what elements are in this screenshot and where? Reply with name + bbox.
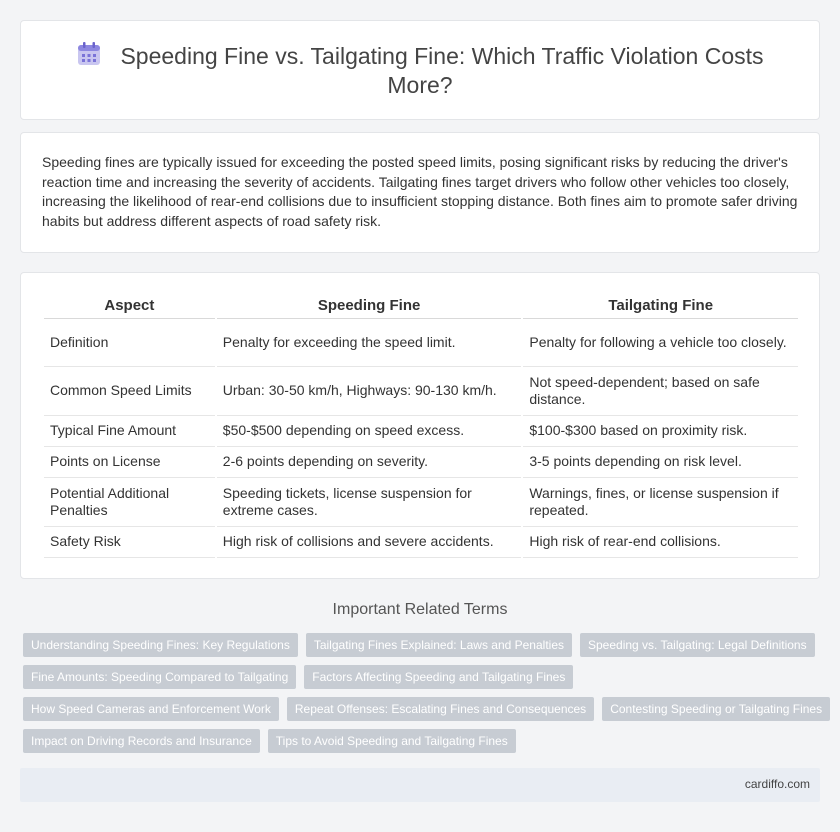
intro-card [20, 132, 820, 253]
related-term-chip[interactable]: Repeat Offenses: Escalating Fines and Consequences [287, 697, 594, 721]
table-row [44, 478, 798, 527]
chip-row [23, 665, 823, 689]
page-title-wrap [21, 41, 819, 100]
table-cell-aspect: Safety Risk [44, 527, 215, 558]
related-terms-title: Important Related Terms [332, 601, 508, 618]
table-cell-speeding: Speeding tickets, license suspension for extreme cases. [217, 478, 522, 527]
chip-row [23, 697, 823, 721]
related-term-chip[interactable]: Speeding vs. Tailgating: Legal Definitions [580, 633, 815, 657]
table-cell-speeding: High risk of collisions and severe accidents. [217, 527, 522, 558]
table-cell-tailgating: Warnings, fines, or license suspension if repeated. [523, 478, 798, 527]
comparison-table [42, 293, 800, 558]
calendar-icon [76, 41, 102, 67]
table-cell-speeding: Penalty for exceeding the speed limit. [217, 319, 522, 367]
header-speeding-fine: Speeding Fine [217, 293, 522, 319]
table-cell-tailgating: Not speed-dependent; based on safe distance. [523, 367, 798, 416]
comparison-table-card [20, 272, 820, 579]
table-cell-speeding: 2-6 points depending on severity. [217, 447, 522, 478]
table-cell-tailgating: Penalty for following a vehicle too closely. [523, 319, 798, 367]
related-term-chip[interactable]: Factors Affecting Speeding and Tailgating Fines [304, 665, 573, 689]
table-row [44, 527, 798, 558]
table-cell-aspect: Points on License [44, 447, 215, 478]
header-tailgating-fine: Tailgating Fine [523, 293, 798, 319]
table-row [44, 416, 798, 447]
related-terms-list [23, 633, 823, 761]
table-header-row [44, 293, 798, 319]
table-cell-speeding: Urban: 30-50 km/h, Highways: 90-130 km/h. [217, 367, 522, 416]
related-term-chip[interactable]: Fine Amounts: Speeding Compared to Tailgating [23, 665, 296, 689]
table-cell-aspect: Typical Fine Amount [44, 416, 215, 447]
table-cell-tailgating: $100-$300 based on proximity risk. [523, 416, 798, 447]
table-row [44, 367, 798, 416]
table-cell-tailgating: High risk of rear-end collisions. [523, 527, 798, 558]
related-term-chip[interactable]: Contesting Speeding or Tailgating Fines [602, 697, 830, 721]
title-card [20, 20, 820, 120]
related-term-chip[interactable]: How Speed Cameras and Enforcement Work [23, 697, 279, 721]
chip-row [23, 729, 823, 753]
table-cell-aspect: Common Speed Limits [44, 367, 215, 416]
header-aspect: Aspect [44, 293, 215, 319]
page-title: Speeding Fine vs. Tailgating Fine: Which Traffic Violation Costs More? [120, 43, 764, 98]
table-cell-tailgating: 3-5 points depending on risk level. [523, 447, 798, 478]
chip-row [23, 633, 823, 657]
intro-paragraph: Speeding fines are typically issued for exceeding the posted speed limits, posing significant risks by reducing the driver's reaction time and increasing the severity of accidents. Tailgating fines target drivers who follow other vehicles too closely, increasing the likelihood of rear-end collisions due to insufficient stopping distance. Both fines aim to promote safer driving habits but address different aspects of road safety risk. [42, 154, 798, 229]
table-cell-aspect: Definition [44, 319, 215, 367]
table-cell-speeding: $50-$500 depending on speed excess. [217, 416, 522, 447]
related-term-chip[interactable]: Understanding Speeding Fines: Key Regulations [23, 633, 298, 657]
related-term-chip[interactable]: Tailgating Fines Explained: Laws and Penalties [306, 633, 572, 657]
footer-bar [20, 768, 820, 802]
table-cell-aspect: Potential Additional Penalties [44, 478, 215, 527]
footer-site-link[interactable]: cardiffo.com [744, 777, 810, 791]
related-term-chip[interactable]: Impact on Driving Records and Insurance [23, 729, 260, 753]
related-term-chip[interactable]: Tips to Avoid Speeding and Tailgating Fines [268, 729, 516, 753]
table-row [44, 319, 798, 367]
table-row [44, 447, 798, 478]
